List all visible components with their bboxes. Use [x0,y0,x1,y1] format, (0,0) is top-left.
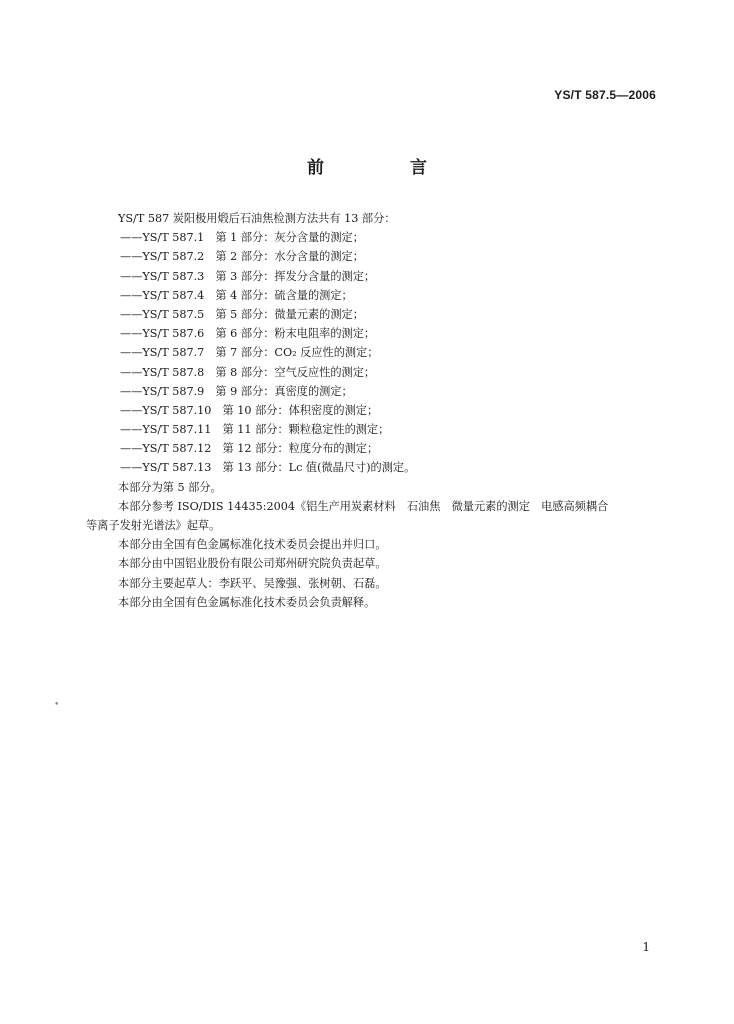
foreword-body [86,209,666,612]
part-list-item: ——YS/T 587.3 第 3 部分：挥发分含量的测定； [120,269,376,283]
part-list-item: ——YS/T 587.8 第 8 部分：空气反应性的测定； [120,365,376,379]
part-list-item: ——YS/T 587.6 第 6 部分：粉末电阻率的测定； [120,327,376,341]
scan-speck: • [54,700,60,710]
paragraph-drafting-unit: 本部分由中国铝业股份有限公司郑州研究院负责起草。 [118,557,387,571]
part-list-item: ——YS/T 587.10 第 10 部分：体积密度的测定； [120,403,379,417]
page-number: 1 [642,940,650,954]
part-list-item: ——YS/T 587.12 第 12 部分：粒度分布的测定； [120,442,379,456]
part-list-item: ——YS/T 587.13 第 13 部分：Lc 值(微晶尺寸)的测定。 [120,461,416,475]
intro-line: YS/T 587 炭阳极用煅后石油焦检测方法共有 13 部分： [118,212,396,225]
paragraph-proposer: 本部分由全国有色金属标准化技术委员会提出并归口。 [118,538,387,552]
part-list-item: ——YS/T 587.2 第 2 部分：水分含量的测定； [120,250,364,264]
part-list-item: ——YS/T 587.5 第 5 部分：微量元素的测定； [120,307,364,321]
paragraph-reference-continued: 等离子发射光谱法》起草。 [86,519,221,532]
paragraph-part-number: 本部分为第 5 部分。 [118,480,222,494]
part-list-item: ——YS/T 587.11 第 11 部分：颗粒稳定性的测定； [120,423,390,437]
part-list-item: ——YS/T 587.4 第 4 部分：硫含量的测定； [120,288,353,302]
page-title: 前 言 [307,158,467,178]
paragraph-reference: 本部分参考 ISO/DIS 14435:2004《铝生产用炭素材料 石油焦 微量元素的测定 电感高频耦合 [118,499,609,513]
part-list-item: ——YS/T 587.9 第 9 部分：真密度的测定； [120,384,353,398]
document-code: YS/T 587.5—2006 [554,88,656,102]
part-list-item: ——YS/T 587.7 第 7 部分：CO₂ 反应性的测定； [120,346,379,360]
paragraph-interpretation: 本部分由全国有色金属标准化技术委员会负责解释。 [118,595,376,609]
part-list-item: ——YS/T 587.1 第 1 部分：灰分含量的测定； [120,231,364,245]
paragraph-drafters: 本部分主要起草人：李跃平、吴豫强、张树朝、石磊。 [118,576,387,590]
